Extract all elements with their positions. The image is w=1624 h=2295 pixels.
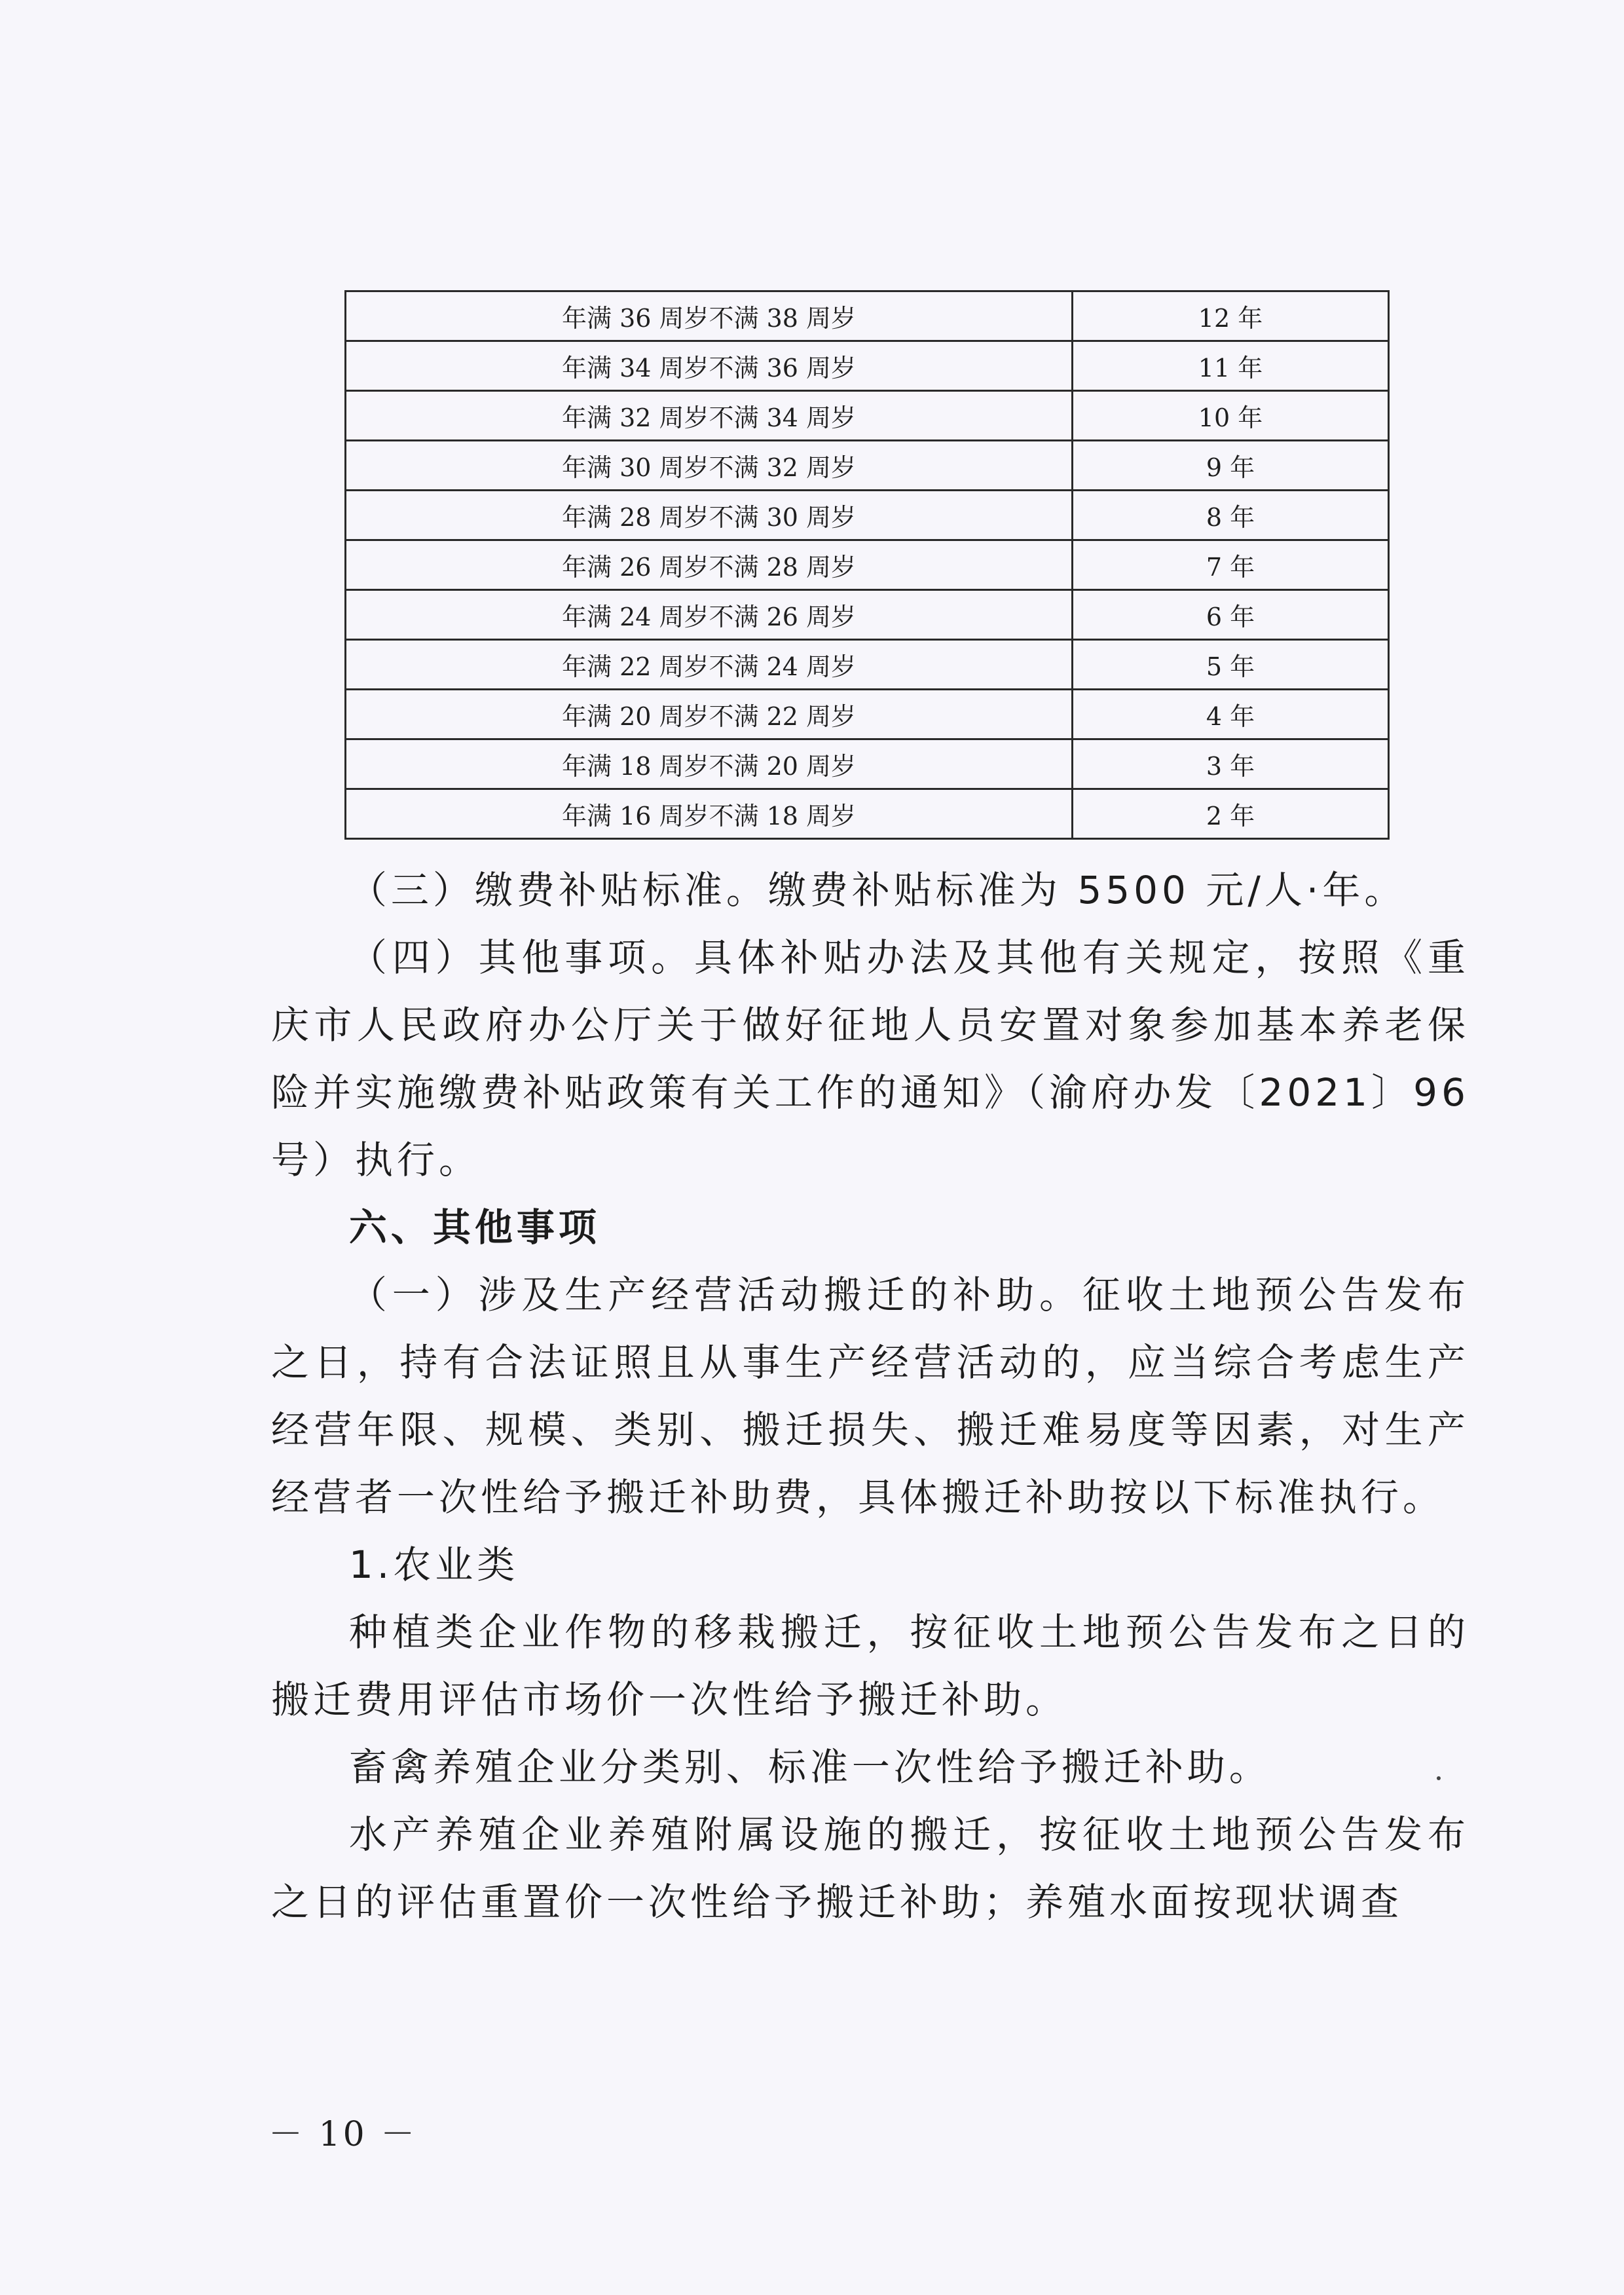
years-cell: 4 年 [1073, 690, 1389, 739]
table-row [346, 540, 1389, 590]
age-range-cell: 年满 28 周岁不满 30 周岁 [346, 491, 1073, 540]
paragraph-aquaculture: 水产养殖企业养殖附属设施的搬迁，按征收土地预公告发布之日的评估重置价一次性给予搬迁补助；养殖水面按现状调查 [271, 1812, 1469, 1924]
scan-speck [1437, 1776, 1441, 1780]
paragraph-livestock: 畜禽养殖企业分类别、标准一次性给予搬迁补助。 [348, 1745, 1271, 1789]
age-range-cell: 年满 30 周岁不满 32 周岁 [346, 441, 1073, 491]
age-range-cell: 年满 22 周岁不满 24 周岁 [346, 640, 1073, 690]
age-range-cell: 年满 26 周岁不满 28 周岁 [346, 540, 1073, 590]
paragraph-subsidy-standard: （三）缴费补贴标准。缴费补贴标准为 5500 元/人·年。 [348, 868, 1407, 912]
table-row [346, 690, 1389, 739]
years-cell: 3 年 [1073, 739, 1389, 789]
age-range-cell: 年满 24 周岁不满 26 周岁 [346, 590, 1073, 640]
age-range-cell: 年满 34 周岁不满 36 周岁 [346, 341, 1073, 391]
age-years-table [344, 290, 1390, 840]
table-row [346, 291, 1389, 341]
table-row [346, 341, 1389, 391]
paragraph-other-matters: （四）其他事项。具体补贴办法及其他有关规定，按照《重庆市人民政府办公厅关于做好征地人员安置对象参加基本养老保险并实施缴费补贴政策有关工作的通知》（渝府办发〔2021〕96 号）执行。 [271, 935, 1469, 1182]
table-row [346, 739, 1389, 789]
years-cell: 9 年 [1073, 441, 1389, 491]
document-body [271, 857, 1469, 1936]
age-range-cell: 年满 20 周岁不满 22 周岁 [346, 690, 1073, 739]
years-cell: 6 年 [1073, 590, 1389, 640]
table-row [346, 491, 1389, 540]
table-row [346, 441, 1389, 491]
table-row [346, 789, 1389, 839]
years-cell: 10 年 [1073, 391, 1389, 441]
age-range-cell: 年满 16 周岁不满 18 周岁 [346, 789, 1073, 839]
section-heading-other-matters: 六、其他事项 [348, 1205, 600, 1250]
years-cell: 11 年 [1073, 341, 1389, 391]
page-number: － 10 － [268, 2115, 418, 2154]
paragraph-relocation-subsidy: （一）涉及生产经营活动搬迁的补助。征收土地预公告发布之日，持有合法证照且从事生产经营活动的，应当综合考虑生产经营年限、规模、类别、搬迁损失、搬迁难易度等因素，对生产经营者一次性给予搬迁补助费，具体搬迁补助按以下标准执行。 [271, 1273, 1469, 1520]
table-row [346, 590, 1389, 640]
years-cell: 8 年 [1073, 491, 1389, 540]
subheading-agriculture: 1.农业类 [348, 1542, 519, 1587]
years-cell: 12 年 [1073, 291, 1389, 341]
years-cell: 7 年 [1073, 540, 1389, 590]
age-range-cell: 年满 32 周岁不满 34 周岁 [346, 391, 1073, 441]
table-row [346, 391, 1389, 441]
paragraph-planting: 种植类企业作物的移栽搬迁，按征收土地预公告发布之日的搬迁费用评估市场价一次性给予搬迁补助。 [271, 1610, 1469, 1722]
age-range-cell: 年满 18 周岁不满 20 周岁 [346, 739, 1073, 789]
age-range-cell: 年满 36 周岁不满 38 周岁 [346, 291, 1073, 341]
table-row [346, 640, 1389, 690]
years-cell: 2 年 [1073, 789, 1389, 839]
years-cell: 5 年 [1073, 640, 1389, 690]
